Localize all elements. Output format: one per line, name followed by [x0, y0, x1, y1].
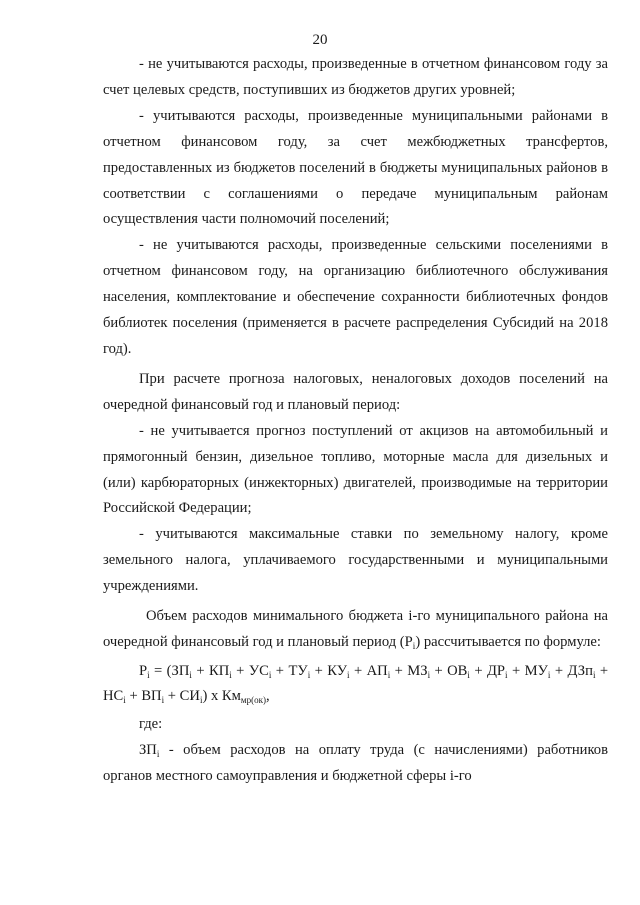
formula-term: ДЗп: [567, 662, 593, 679]
formula-term: ОВ: [447, 662, 468, 679]
formula-operator: +: [349, 662, 367, 679]
formula-term: МУ: [524, 662, 548, 679]
paragraph-2: - учитываются расходы, произведенные муниципальными районами в отчетном финансовом году, за счет межбюджетных трансфертов, предоставленных из бюджетов поселений в бюджеты муниципальных районов в соответствии с соглашениями о передаче муниципальным районам осуществления части полномочий поселений;: [103, 107, 608, 228]
paragraph-1: - не учитываются расходы, произведенные в отчетном финансовом году за счет целевых средств, поступивших из бюджетов других уровней;: [103, 56, 608, 98]
where-label: где:: [139, 715, 163, 732]
formula-term-subscript: i: [307, 669, 311, 680]
formula-operator: +: [390, 662, 408, 679]
paragraph-7-subscript: i: [412, 640, 416, 651]
formula-coefficient: ) x Км: [202, 687, 241, 704]
formula-operator: +: [507, 662, 525, 679]
formula-term-subscript: i: [189, 669, 192, 680]
formula-term-subscript: i: [161, 694, 165, 705]
formula-operator: +: [430, 662, 448, 679]
formula-term-subscript: i: [387, 669, 391, 680]
formula-lhs: P: [139, 662, 148, 679]
formula-term: КП: [208, 662, 230, 679]
paragraph-5: - не учитывается прогноз поступлений от акцизов на автомобильный и прямогонный бензин, дизельное топливо, моторные масла для дизельных и (или) карбюраторных (инжекторных) двигателей, производимые на территории Российской Федерации;: [103, 422, 608, 517]
paragraph-7-text-b: ) рассчитывается по формуле:: [415, 633, 601, 650]
formula-term: ВП: [141, 687, 162, 704]
formula-operator: +: [550, 662, 568, 679]
formula-operator: = (: [149, 662, 172, 679]
formula-lhs-subscript: i: [147, 669, 150, 680]
formula-operator: +: [469, 662, 487, 679]
formula-term: НС: [103, 687, 124, 704]
formula-term-subscript: i: [268, 669, 272, 680]
formula-operator: +: [231, 662, 249, 679]
document-body: [103, 52, 608, 790]
paragraph-8: [103, 738, 608, 790]
formula-end: ,: [265, 687, 270, 704]
formula-term: СИ: [179, 687, 200, 704]
paragraph-8-term: ЗП: [139, 741, 157, 758]
formula-term: АП: [366, 662, 388, 679]
paragraph-6: - учитываются максимальные ставки по земельному налогу, кроме земельного налога, уплачиваемого государственными и муниципальными учреждениями.: [103, 526, 608, 595]
formula-operator: +: [164, 687, 180, 704]
page-number: 20: [312, 32, 328, 48]
paragraph-7: [103, 604, 608, 656]
formula-term: ЗП: [171, 662, 190, 679]
paragraph-8-subscript: i: [156, 748, 160, 759]
paragraph-8-text: - объем расходов на оплату труда (с начислениями) работников органов местного самоуправления и бюджетной сферы i-го: [103, 741, 608, 784]
formula-term-subscript: i: [347, 669, 350, 680]
formula-term-subscript: i: [229, 669, 232, 680]
formula-term-subscript: i: [199, 694, 203, 705]
formula-term-subscript: i: [427, 669, 431, 680]
formula-operator: +: [310, 662, 328, 679]
budget-formula: [103, 659, 608, 709]
formula-term: КУ: [327, 662, 348, 679]
formula-term-subscript: i: [505, 669, 508, 680]
formula-term: УС: [248, 662, 269, 679]
formula-term: ТУ: [288, 662, 308, 679]
formula-operator: +: [271, 662, 289, 679]
formula-term-subscript: i: [123, 694, 126, 705]
paragraph-4: При расчете прогноза налоговых, неналоговых доходов поселений на очередной финансовый год и плановый период:: [103, 370, 608, 413]
formula-term: ДР: [486, 662, 506, 679]
formula-term-subscript: i: [547, 669, 551, 680]
paragraph-7-text-a: Объем расходов минимального бюджета i-го муниципального района на очередной финансовый год и плановый период (P: [103, 608, 608, 650]
formula-coefficient-subscript: мр(ок): [240, 694, 266, 705]
formula-term: МЗ: [407, 662, 428, 679]
formula-operator: +: [191, 662, 209, 679]
formula-operator: +: [595, 662, 609, 679]
formula-term-subscript: i: [467, 669, 470, 680]
paragraph-3: - не учитываются расходы, произведенные сельскими поселениями в отчетном финансовом году, на организацию библиотечного обслуживания населения, комплектование и обеспечение сохранности библиотечных фондов библиотек поселения (применяется в расчете распределения Субсидий на 2018 год).: [103, 237, 608, 357]
formula-operator: +: [125, 687, 142, 704]
formula-term-subscript: i: [592, 669, 596, 680]
